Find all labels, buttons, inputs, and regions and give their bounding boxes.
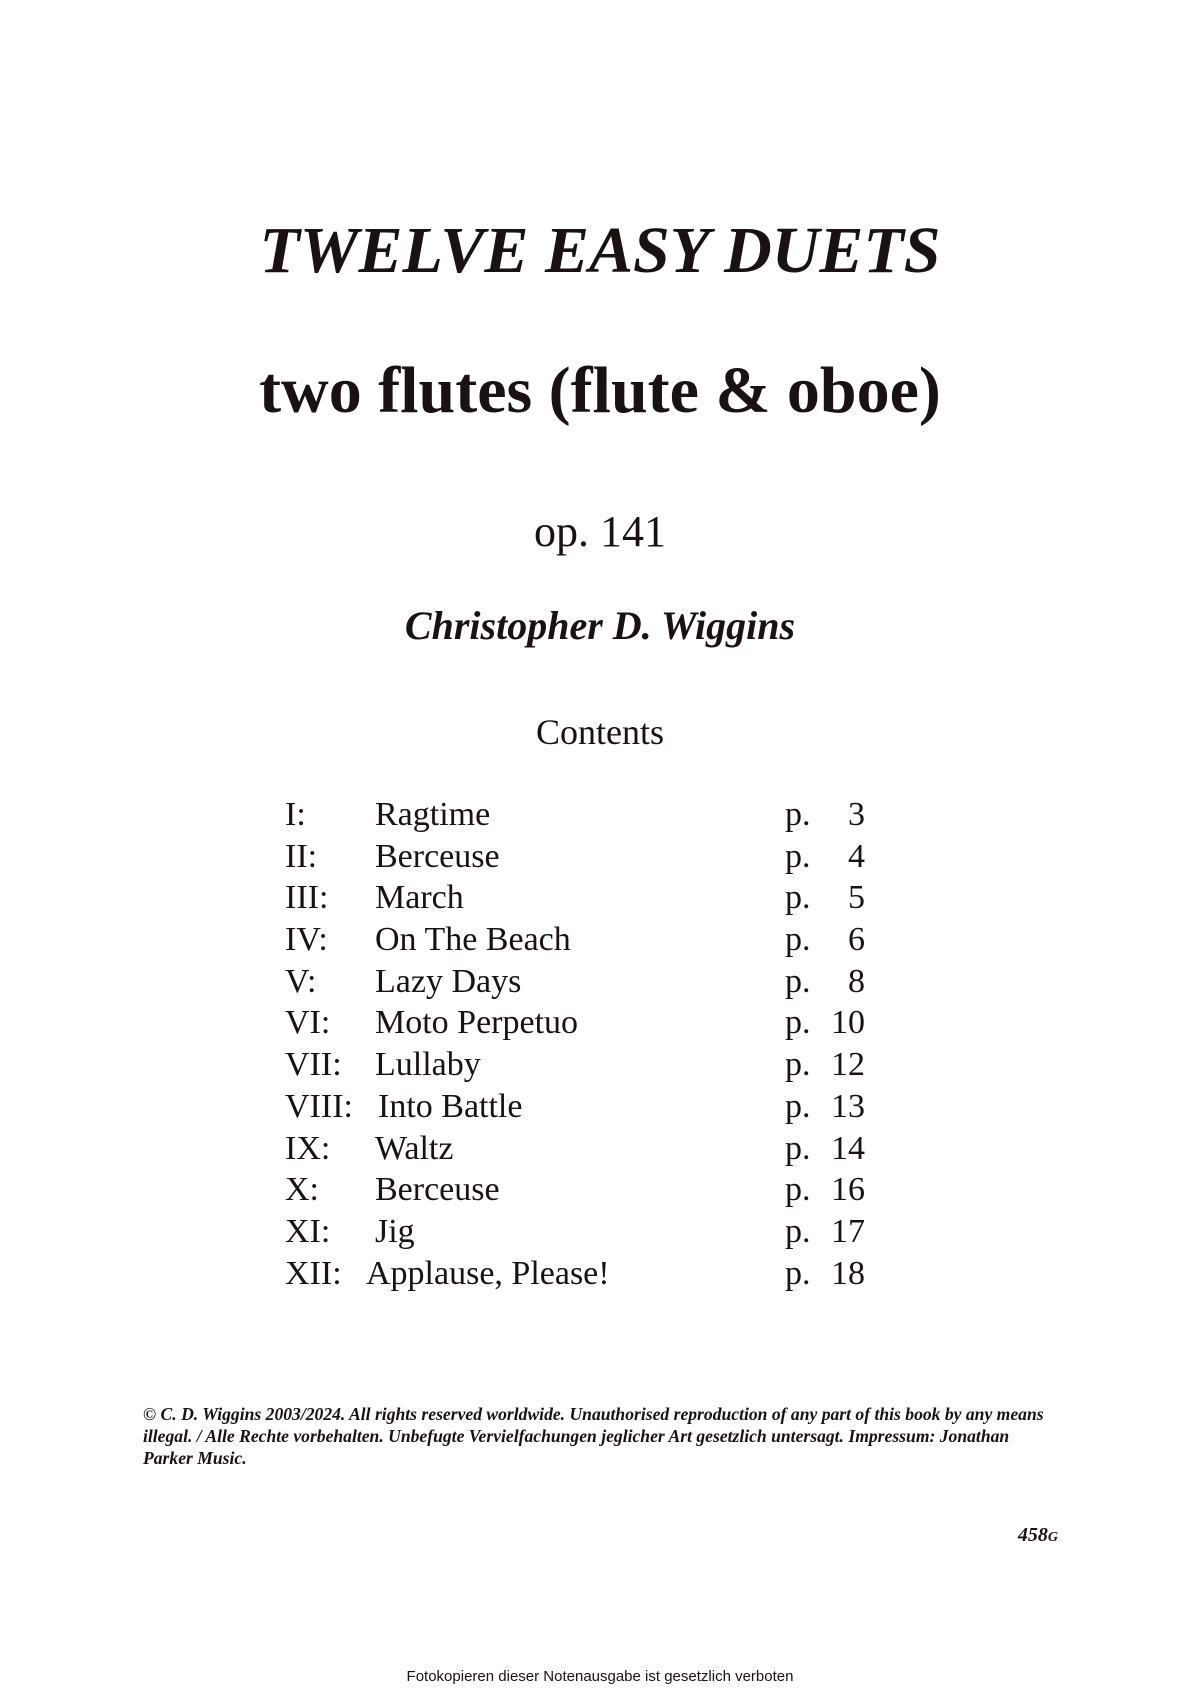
contents-item-title: Berceuse <box>375 1171 500 1209</box>
contents-item-page-prefix: p. <box>785 837 811 875</box>
contents-item-number: X: <box>285 1171 319 1209</box>
catalog-number-suffix: G <box>1047 1530 1058 1545</box>
contents-item-number: XII: <box>285 1254 342 1292</box>
contents-item-number: II: <box>285 837 318 875</box>
contents-item-page-prefix: p. <box>785 1212 811 1250</box>
contents-item-page-prefix: p. <box>785 921 811 959</box>
contents-item-number: VIII: <box>285 1087 353 1125</box>
contents-item-page-prefix: p. <box>785 796 811 833</box>
contents-item-title: Lazy Days <box>375 962 522 1000</box>
contents-item-title: Into Battle <box>378 1087 523 1125</box>
contents-item <box>285 1086 865 1128</box>
contents-item-page-number: 10 <box>831 1004 865 1042</box>
contents-item-title: Ragtime <box>375 796 491 833</box>
photocopy-warning: Fotokopieren dieser Notenausgabe ist gesetzlich verboten <box>406 1668 794 1685</box>
composer-name: Christopher D. Wiggins <box>404 603 796 648</box>
contents-item <box>285 836 865 878</box>
contents-item-page-prefix: p. <box>785 879 811 917</box>
contents-item-page-number: 13 <box>831 1087 865 1125</box>
contents-item-number: VI: <box>285 1004 331 1042</box>
opus-number: op. 141 <box>534 507 666 556</box>
contents-item-number: IV: <box>285 921 328 959</box>
contents-item-page-prefix: p. <box>785 1254 811 1292</box>
contents-item-page-number: 4 <box>848 837 865 875</box>
contents-item <box>285 1128 865 1170</box>
contents-item <box>285 1211 865 1253</box>
contents-item-title: March <box>375 879 464 917</box>
contents-item-number: VII: <box>285 1046 342 1084</box>
contents-heading: Contents <box>535 712 664 752</box>
contents-item-page-prefix: p. <box>785 1171 811 1209</box>
contents-item-page-number: 16 <box>831 1171 865 1209</box>
contents-item <box>285 877 865 919</box>
contents-item-title: Applause, Please! <box>366 1254 610 1292</box>
contents-item <box>285 1169 865 1211</box>
contents-item-title: Lullaby <box>375 1046 481 1084</box>
contents-item-page-prefix: p. <box>785 1129 811 1167</box>
contents-item-number: IX: <box>285 1129 331 1167</box>
contents-item <box>285 919 865 961</box>
contents-item-page-number: 5 <box>848 879 865 917</box>
contents-item-number: XI: <box>285 1212 331 1250</box>
contents-item-title: Waltz <box>375 1129 454 1167</box>
copyright-notice: © C. D. Wiggins 2003/2024. All rights reserved worldwide. Unauthorised reproduction of any part of this book by any means illegal. / Alle Rechte vorbehalten. Unbefugte Vervielfachungen jeglicher Art gesetzlich untersagt. Impressum: Jonathan Parker Music. <box>143 1404 1044 1468</box>
contents-item-page-prefix: p. <box>785 1004 811 1042</box>
contents-item <box>285 1253 865 1295</box>
catalog-number <box>1018 1524 1058 1547</box>
contents-item-page-number: 3 <box>848 796 865 833</box>
contents-item <box>285 1044 865 1086</box>
contents-item-page-prefix: p. <box>785 1087 811 1125</box>
contents-item-page-number: 12 <box>831 1046 865 1084</box>
contents-item-page-number: 18 <box>831 1254 865 1292</box>
contents-item <box>285 794 865 836</box>
contents-item-page-prefix: p. <box>785 1046 811 1084</box>
document-title: TWELVE EASY DUETS <box>259 214 941 287</box>
contents-item-page-prefix: p. <box>785 962 811 1000</box>
contents-item-title: On The Beach <box>375 921 571 959</box>
contents-item-page-number: 6 <box>848 921 865 959</box>
catalog-number-value: 458 <box>1017 1524 1048 1546</box>
contents-item-title: Berceuse <box>375 837 500 875</box>
table-of-contents <box>285 794 865 1294</box>
contents-item-page-number: 8 <box>848 962 865 1000</box>
document-subtitle: two flutes (flute & oboe) <box>259 354 941 427</box>
contents-item-title: Jig <box>375 1212 415 1250</box>
contents-item <box>285 1002 865 1044</box>
contents-item-title: Moto Perpetuo <box>375 1004 579 1042</box>
contents-item-number: III: <box>285 879 329 917</box>
contents-item <box>285 961 865 1003</box>
contents-item-number: V: <box>285 962 317 1000</box>
contents-item-page-number: 17 <box>831 1212 865 1250</box>
contents-item-number: I: <box>285 796 306 833</box>
contents-item-page-number: 14 <box>831 1129 865 1167</box>
